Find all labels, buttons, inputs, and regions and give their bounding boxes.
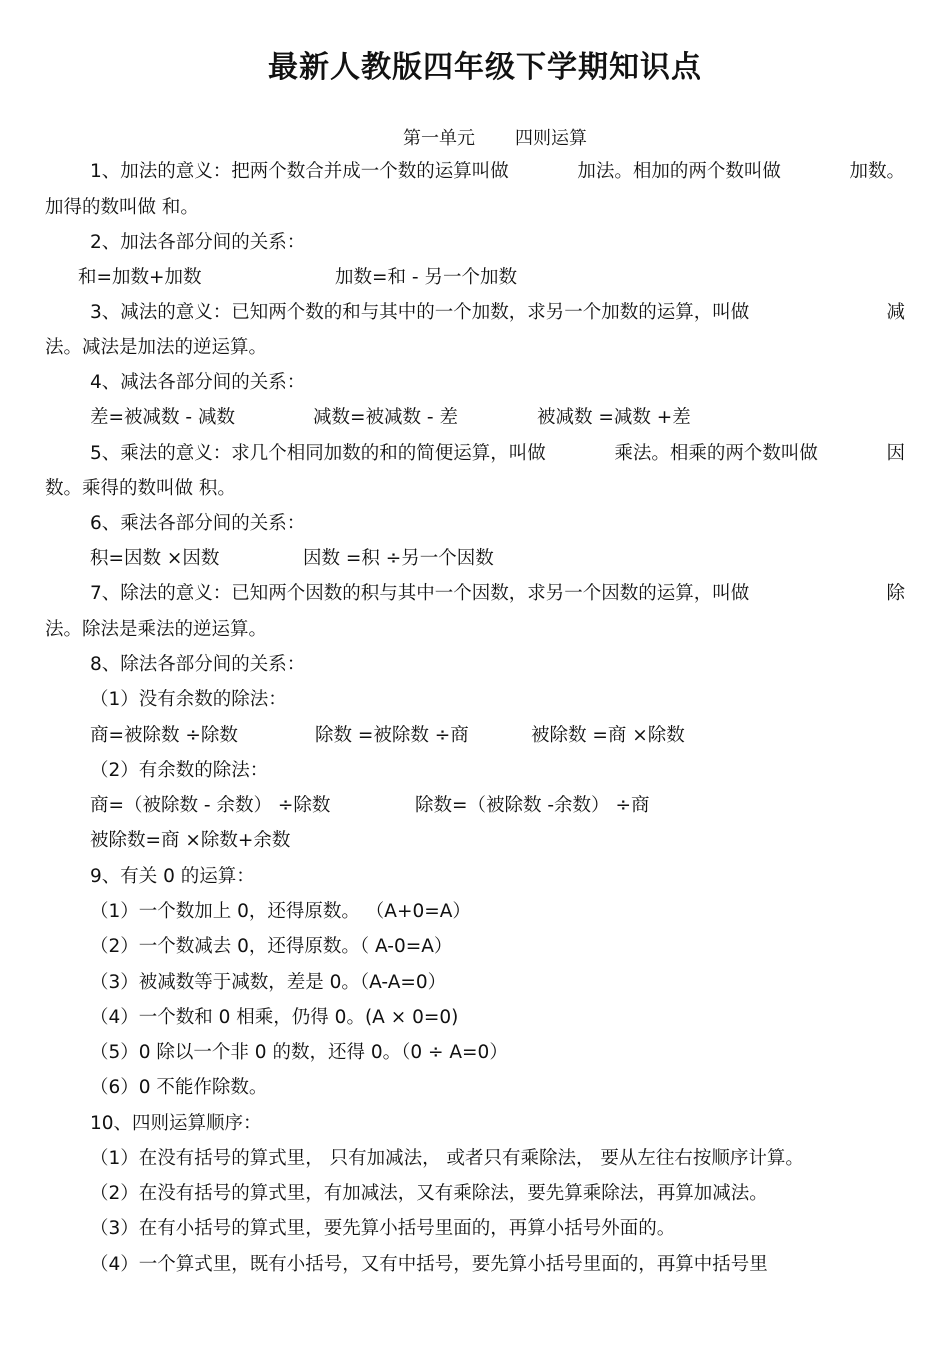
no-remainder-subheading: （1）没有余数的除法：	[90, 689, 287, 710]
division-meaning-line-1	[90, 582, 905, 606]
formula: 除数=（被除数 -余数） ÷商	[415, 795, 650, 816]
operation-order-rule-1: （1）在没有括号的算式里， 只有加减法， 或者只有乘除法， 要从左往右按顺序计算。	[90, 1148, 804, 1169]
formula: 减数=被减数 - 差	[313, 407, 458, 428]
subtraction-relations-heading: 4、减法各部分间的关系：	[90, 372, 306, 393]
zero-rule-3: （3）被减数等于减数，差是 0。（A-A=0）	[90, 972, 447, 993]
zero-rule-4: （4）一个数和 0 相乘，仍得 0。(A × 0=0)	[90, 1007, 459, 1028]
text-segment: 3、减法的意义：已知两个数的和与其中的一个加数，求另一个加数的运算，叫做	[90, 302, 750, 323]
division-meaning-line-2: 法。除法是乘法的逆运算。	[45, 619, 268, 640]
text-segment: 7、除法的意义：已知两个因数的积与其中一个因数，求另一个因数的运算，叫做	[90, 583, 750, 604]
zero-rule-6: （6）0 不能作除数。	[90, 1077, 268, 1098]
document-title: 最新人教版四年级下学期知识点	[268, 50, 702, 85]
unit-heading	[0, 124, 950, 150]
addition-meaning-line-1	[90, 160, 905, 184]
formula: 商=（被除数 - 余数） ÷除数	[90, 795, 331, 816]
subtraction-meaning-line-2: 法。减法是加法的逆运算。	[45, 337, 268, 358]
formula: 积=因数 ×因数	[90, 548, 220, 569]
text-segment: 加数。	[849, 161, 905, 182]
division-relations-heading: 8、除法各部分间的关系：	[90, 654, 306, 675]
unit-topic: 四则运算	[515, 128, 587, 149]
multiplication-meaning-line-1	[90, 442, 905, 466]
text-segment: 乘法。相乘的两个数叫做	[614, 443, 818, 464]
formula: 加数=和 - 另一个加数	[335, 267, 517, 288]
addition-meaning-line-2: 加得的数叫做 和。	[45, 197, 199, 218]
formula: 差=被减数 - 减数	[90, 407, 235, 428]
formula: 被减数 =减数 +差	[537, 407, 691, 428]
zero-rule-2: （2）一个数减去 0，还得原数。（ A-0=A）	[90, 936, 453, 957]
text-segment: 5、乘法的意义：求几个相同加数的和的简便运算，叫做	[90, 443, 546, 464]
multiplication-meaning-line-2: 数。乘得的数叫做 积。	[45, 478, 236, 499]
text-segment: 因	[886, 443, 905, 464]
text-segment: 减	[886, 302, 905, 323]
formula: 除数 =被除数 ÷商	[315, 725, 469, 746]
subtraction-meaning-line-1	[90, 301, 905, 325]
formula: 因数 =积 ÷另一个因数	[303, 548, 494, 569]
operation-order-heading: 10、四则运算顺序：	[90, 1113, 262, 1134]
text-segment: 1、加法的意义：把两个数合并成一个数的运算叫做	[90, 161, 509, 182]
operation-order-rule-2: （2）在没有括号的算式里，有加减法，又有乘除法，要先算乘除法，再算加减法。	[90, 1183, 768, 1204]
remainder-formula-dividend: 被除数=商 ×除数+余数	[90, 830, 291, 851]
text-segment: 加法。相加的两个数叫做	[577, 161, 781, 182]
formula: 被除数 =商 ×除数	[531, 725, 685, 746]
text-segment: 除	[886, 583, 905, 604]
operation-order-rule-4: （4）一个算式里，既有小括号，又有中括号，要先算小括号里面的，再算中括号里	[90, 1254, 768, 1275]
zero-rule-1: （1）一个数加上 0，还得原数。 （A+0=A）	[90, 901, 471, 922]
zero-operations-heading: 9、有关 0 的运算：	[90, 866, 255, 887]
zero-rule-5: （5）0 除以一个非 0 的数，还得 0。（0 ÷ A=0）	[90, 1042, 508, 1063]
formula: 和=加数+加数	[78, 267, 202, 288]
operation-order-rule-3: （3）在有小括号的算式里，要先算小括号里面的，再算小括号外面的。	[90, 1218, 676, 1239]
addition-relations-heading: 2、加法各部分间的关系：	[90, 232, 306, 253]
unit-name: 第一单元	[403, 128, 475, 149]
formula: 商=被除数 ÷除数	[90, 725, 238, 746]
multiplication-relations-heading: 6、乘法各部分间的关系：	[90, 513, 306, 534]
remainder-subheading: （2）有余数的除法：	[90, 760, 269, 781]
